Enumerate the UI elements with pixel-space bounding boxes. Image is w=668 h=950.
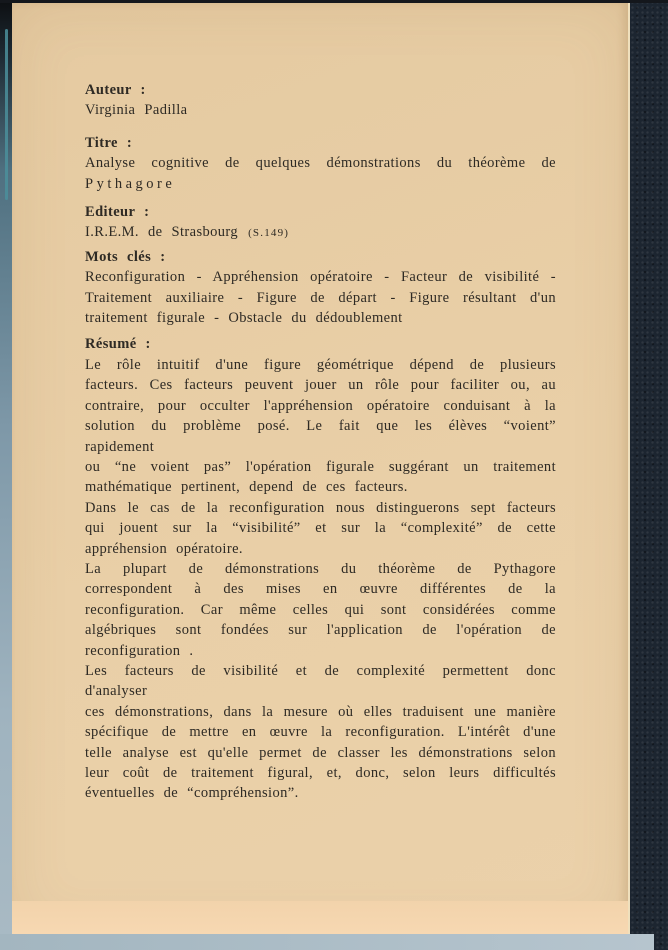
text-block [85, 80, 556, 804]
resume-line-text: Dans le cas de la reconfiguration nous distinguerons sept facteurs [85, 499, 556, 516]
resume-line-text: éventuelles de “compréhension”. [85, 785, 299, 802]
resume-line-text: Le rôle intuitif d'une figure géométrique dépend de plusieurs [85, 356, 556, 373]
resume-line [85, 477, 556, 497]
titre-line [85, 153, 556, 173]
document-page [12, 2, 630, 934]
resume-line [85, 559, 556, 579]
page-stack-edge [12, 901, 628, 934]
resume-line-text: algébriques sont fondées sur l'application de l'opération de [85, 622, 556, 639]
mots-cles-line [85, 267, 556, 287]
book-cover-edge [630, 0, 668, 950]
resume-line-text: facteurs. Ces facteurs peuvent jouer un rôle pour faciliter ou, au [85, 377, 556, 394]
section-mots-cles [85, 247, 556, 329]
auteur-line [85, 100, 556, 120]
resume-line [85, 600, 556, 620]
section-resume [85, 334, 556, 803]
section-auteur [85, 80, 556, 121]
resume-line [85, 620, 556, 640]
resume-line-text: qui jouent sur la “visibilité” et sur la “complexité” de cette [85, 520, 556, 537]
resume-line [85, 396, 556, 416]
mots-cles-line [85, 288, 556, 308]
resume-line-text: solution du problème posé. Le fait que les élèves “voient” rapidement [85, 418, 556, 455]
mots-cles-line-text: Traitement auxiliaire - Figure de départ - Figure résultant d'un [85, 289, 556, 306]
resume-line [85, 783, 556, 803]
top-edge-line [0, 0, 668, 3]
resume-line-text: Les facteurs de visibilité et de complexité permettent donc d'analyser [85, 662, 556, 700]
resume-line-text: ou “ne voient pas” l'opération figurale suggérant un traitement [85, 458, 556, 475]
mots-cles-line-text: traitement figurale - Obstacle du dédoublement [85, 310, 403, 327]
mots-cles-line-text: Reconfiguration - Appréhension opératoire - Facteur de visibilité - [85, 269, 556, 286]
resume-line-text: appréhension opératoire. [85, 540, 243, 557]
resume-line-text: leur coût de traitement figural, et, donc, selon leurs difficultés [85, 765, 556, 781]
resume-line [85, 661, 556, 702]
resume-line-text: mathématique pertinent, depend de ces facteurs. [85, 479, 408, 496]
auteur-label: Auteur : [85, 82, 146, 98]
mots-cles-label: Mots clés : [85, 248, 166, 265]
resume-line-text: contraire, pour occulter l'appréhension opératoire conduisant à la [85, 397, 556, 414]
mots-cles-line [85, 308, 556, 328]
resume-line [85, 763, 556, 783]
resume-line-text: La plupart de démonstrations du théorème de Pythagore [85, 560, 556, 577]
resume-line [85, 702, 556, 722]
spine-accent-line [5, 29, 8, 200]
titre-line-text: Analyse cognitive de quelques démonstrations du théorème de [85, 155, 556, 172]
resume-line [85, 539, 556, 559]
resume-line [85, 743, 556, 763]
resume-line-text: telle analyse est qu'elle permet de classer les démonstrations selon [85, 744, 556, 761]
editeur-label: Editeur : [85, 204, 150, 221]
titre-label: Titre : [85, 134, 133, 151]
resume-line-text: spécifique de mettre en œuvre la reconfiguration. L'intérêt d'une [85, 724, 556, 741]
resume-line [85, 722, 556, 742]
resume-line [85, 375, 556, 395]
resume-line [85, 457, 556, 477]
resume-line [85, 355, 556, 375]
shelf-reference: (S.149) [248, 227, 290, 240]
resume-line [85, 416, 556, 457]
resume-line-text: reconfiguration . [85, 642, 194, 659]
resume-line-text: correspondent à des mises en œuvre différentes de la [85, 581, 556, 598]
section-editeur [85, 202, 556, 244]
resume-line-text: reconfiguration. Car même celles qui sont considérées comme [85, 601, 556, 618]
resume-line [85, 641, 556, 661]
section-titre [85, 133, 556, 194]
resume-line [85, 518, 556, 538]
titre-line [85, 174, 556, 194]
scanner-bed-strip [0, 934, 654, 950]
resume-line [85, 579, 556, 599]
resume-line-text: ces démonstrations, dans la mesure où elles traduisent une manière [85, 703, 556, 720]
editeur-line [85, 222, 556, 243]
editeur-line-text: I.R.E.M. de Strasbourg [85, 224, 239, 241]
titre-line-text: Pythagore [85, 175, 176, 192]
auteur-line-text: Virginia Padilla [85, 102, 188, 119]
resume-label: Résumé : [85, 336, 151, 353]
resume-line [85, 498, 556, 518]
